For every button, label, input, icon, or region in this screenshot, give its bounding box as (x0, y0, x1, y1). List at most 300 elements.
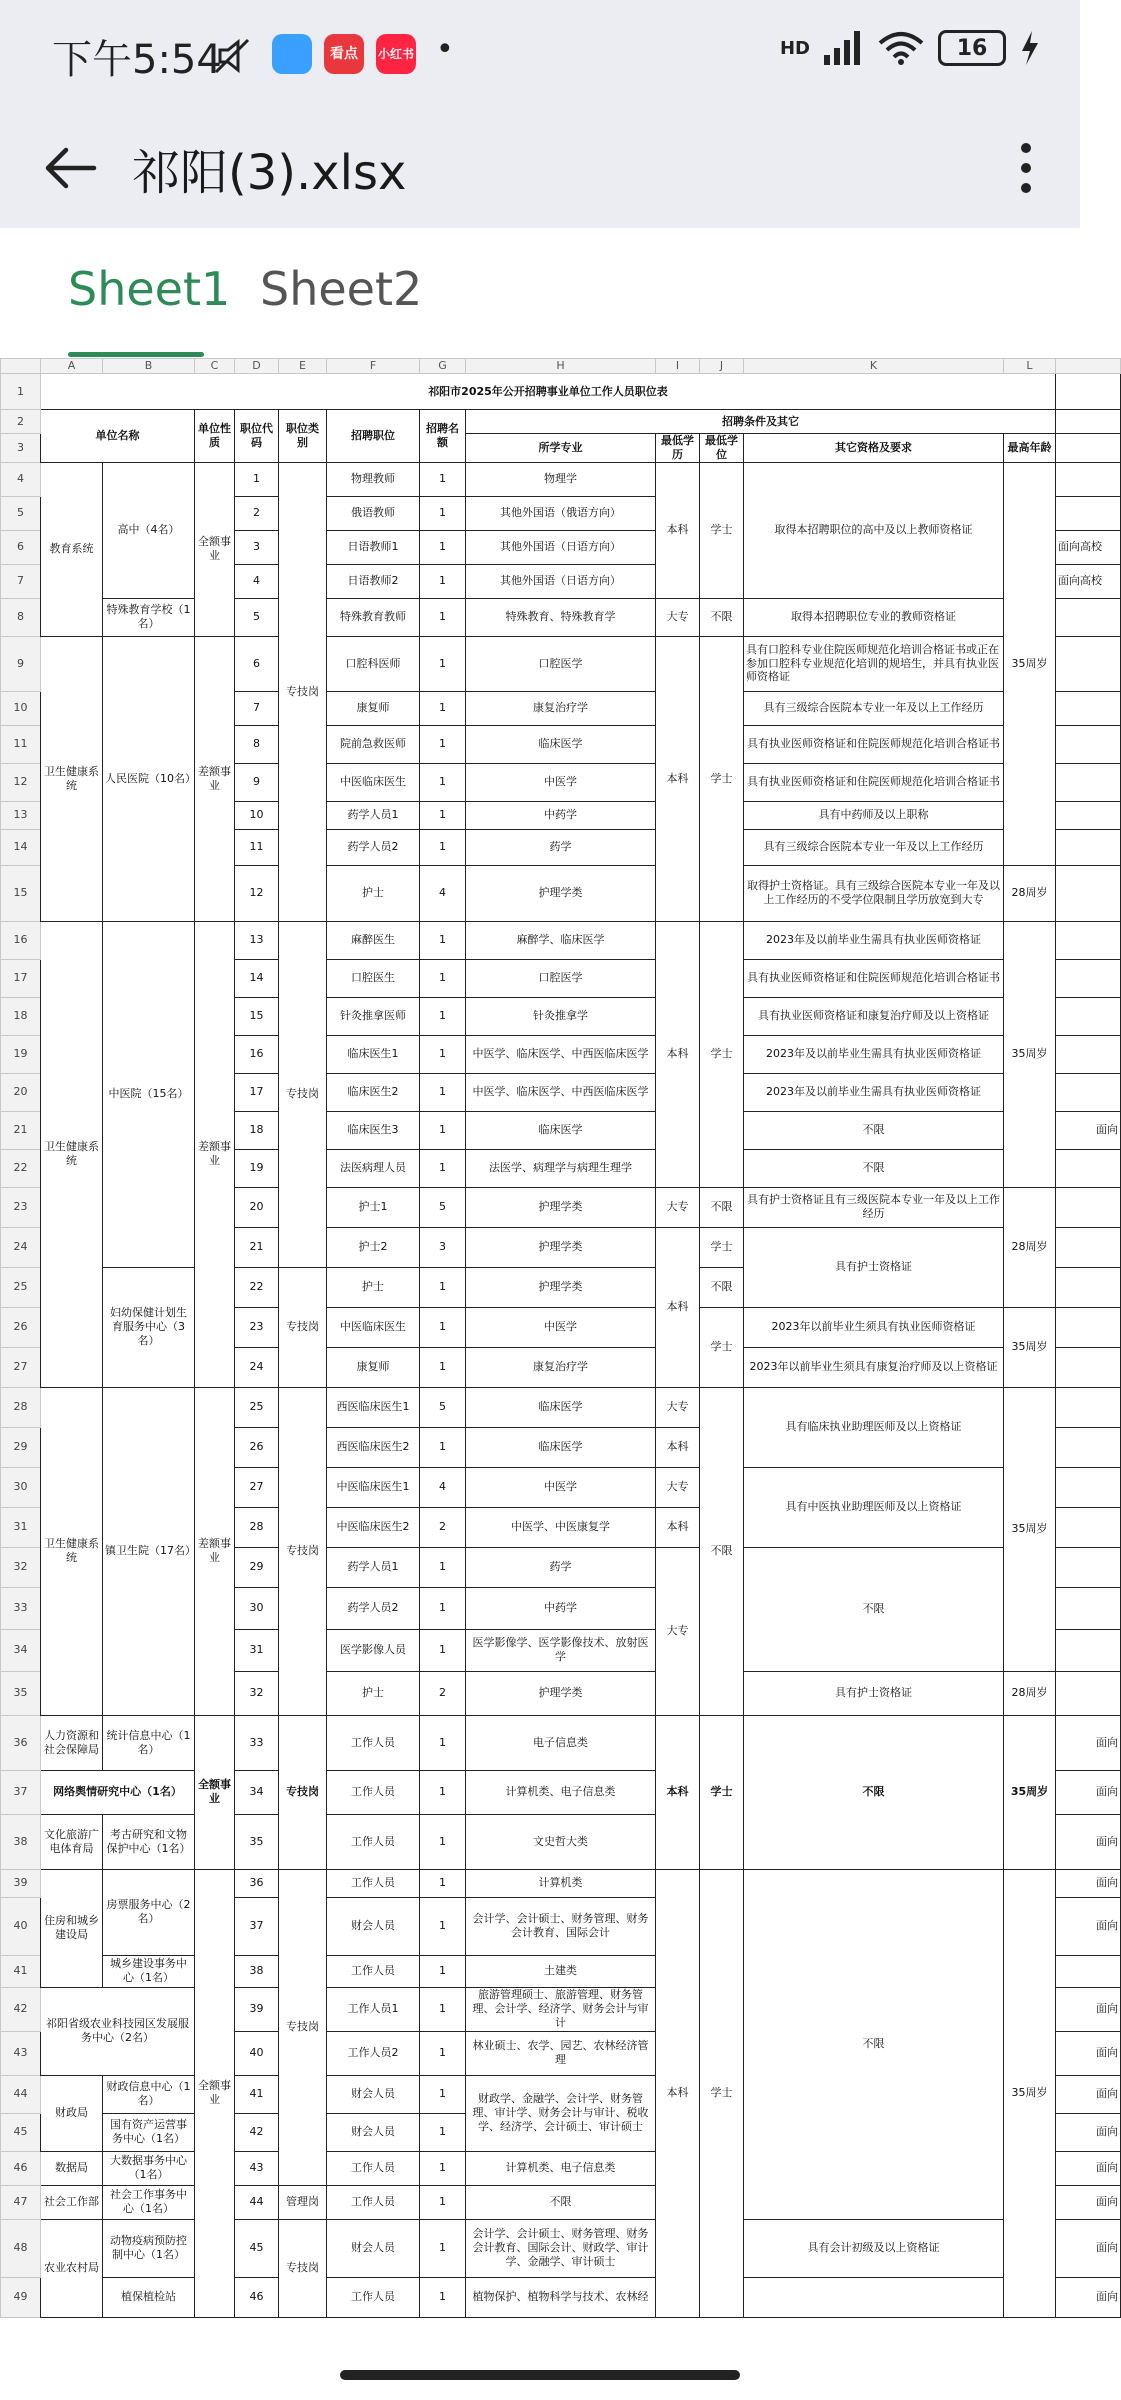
cell[interactable]: 大专 (656, 1187, 700, 1227)
cell[interactable]: 其他外国语（日语方向） (466, 530, 656, 564)
cell[interactable] (1056, 763, 1121, 801)
cell[interactable]: 4 (420, 865, 466, 921)
cell[interactable]: 药学人员2 (327, 1587, 420, 1629)
cell[interactable] (1056, 1227, 1121, 1267)
cell[interactable]: 中医学、临床医学、中西医临床医学 (466, 1073, 656, 1111)
cell[interactable]: 临床医学 (466, 1427, 656, 1467)
cell[interactable] (1056, 921, 1121, 959)
cell[interactable]: 具有执业医师资格证和住院医师规范化培训合格证书 (744, 725, 1004, 763)
cell[interactable]: 临床医学 (466, 1387, 656, 1427)
cell[interactable]: 4 (235, 564, 279, 598)
cell[interactable]: 医学影像人员 (327, 1629, 420, 1671)
cell[interactable]: 面向 (1056, 1987, 1121, 2031)
header-degree[interactable]: 最低学位 (700, 434, 744, 463)
cell[interactable]: 学士 (700, 1715, 744, 1869)
cell[interactable]: 取得本招聘职位专业的教师资格证 (744, 598, 1004, 636)
cell[interactable]: 药学人员1 (327, 801, 420, 829)
cell[interactable]: 3 (235, 530, 279, 564)
home-indicator[interactable] (340, 2370, 740, 2380)
cell[interactable]: 1 (420, 1814, 466, 1869)
cell[interactable]: 46 (235, 2277, 279, 2317)
cell[interactable]: 社会工作事务中心（1名） (103, 2185, 195, 2219)
row-number[interactable]: 35 (1, 1671, 41, 1715)
cell[interactable]: 1 (420, 1307, 466, 1347)
cell[interactable] (1056, 691, 1121, 725)
row-number[interactable]: 33 (1, 1587, 41, 1629)
cell[interactable]: 大专 (656, 1547, 700, 1715)
cell[interactable]: 1 (420, 1869, 466, 1897)
cell[interactable]: 中药学 (466, 801, 656, 829)
cell[interactable]: 植保植检站 (103, 2277, 195, 2317)
corner-cell[interactable] (1, 359, 41, 374)
cell[interactable] (1056, 1587, 1121, 1629)
row-number[interactable]: 25 (1, 1267, 41, 1307)
cell[interactable]: 护士 (327, 1671, 420, 1715)
cell[interactable]: 1 (420, 1987, 466, 2031)
cell[interactable]: 1 (420, 691, 466, 725)
cell[interactable]: 口腔医生 (327, 959, 420, 997)
row-number[interactable]: 43 (1, 2031, 41, 2075)
cell[interactable]: 中医临床医生2 (327, 1507, 420, 1547)
cell[interactable]: 电子信息类 (466, 1715, 656, 1770)
cell[interactable]: 国有资产运营事务中心（1名） (103, 2113, 195, 2151)
spreadsheet-grid[interactable] (0, 358, 1118, 2348)
cell[interactable]: 35周岁 (1004, 921, 1056, 1187)
cell[interactable]: 口腔医学 (466, 636, 656, 691)
cell[interactable]: 药学人员1 (327, 1547, 420, 1587)
cell[interactable]: 会计学、会计硕士、财务管理、财务会计教育、国际会计 (466, 1897, 656, 1955)
cell[interactable]: 不限 (744, 1111, 1004, 1149)
cell[interactable]: 17 (235, 1073, 279, 1111)
cell[interactable] (1056, 1671, 1121, 1715)
cell[interactable]: 院前急救医师 (327, 725, 420, 763)
cell[interactable]: 临床医学 (466, 1111, 656, 1149)
cell[interactable]: 1 (420, 1897, 466, 1955)
cell[interactable]: 不限 (700, 598, 744, 636)
cell[interactable]: 护士2 (327, 1227, 420, 1267)
cell[interactable]: 本科 (656, 1715, 700, 1869)
cell[interactable]: 1 (420, 496, 466, 530)
cell[interactable]: 具有口腔科专业住院医师规范化培训合格证书或正在参加口腔科专业规范化培训的规培生，并具有执业医师资格证 (744, 636, 1004, 691)
cell[interactable]: 本科 (656, 1507, 700, 1547)
row-number[interactable]: 31 (1, 1507, 41, 1547)
sheet-title[interactable]: 祁阳市2025年公开招聘事业单位工作人员职位表 (41, 374, 1056, 410)
cell[interactable]: 35周岁 (1004, 462, 1056, 865)
cell[interactable]: 取得护士资格证。具有三级综合医院本专业一年及以上工作经历的不受学位限制且学历放宽到大专 (744, 865, 1004, 921)
cell[interactable]: 教育系统 (41, 462, 103, 636)
cell[interactable]: 2 (420, 1671, 466, 1715)
cell[interactable]: 1 (420, 2219, 466, 2277)
cell[interactable]: 财政局 (41, 2075, 103, 2151)
cell[interactable] (1056, 725, 1121, 763)
cell[interactable]: 本科 (656, 1869, 700, 2317)
cell[interactable]: 1 (420, 1111, 466, 1149)
cell[interactable]: 1 (420, 1587, 466, 1629)
row-number[interactable]: 30 (1, 1467, 41, 1507)
cell[interactable]: 人民医院（10名） (103, 636, 195, 921)
cell[interactable]: 具有临床执业助理医师及以上资格证 (744, 1387, 1004, 1467)
cell[interactable]: 中药学 (466, 1587, 656, 1629)
cell[interactable]: 具有执业医师资格证和住院医师规范化培训合格证书 (744, 763, 1004, 801)
cell[interactable]: 康复治疗学 (466, 691, 656, 725)
cell[interactable]: 卫生健康系统 (41, 921, 103, 1387)
cell[interactable]: 护理学类 (466, 1187, 656, 1227)
cell[interactable] (1056, 865, 1121, 921)
cell[interactable]: 12 (235, 865, 279, 921)
cell[interactable]: 学士 (700, 921, 744, 1187)
cell[interactable]: 具有中药师及以上职称 (744, 801, 1004, 829)
cell[interactable]: 33 (235, 1715, 279, 1770)
cell[interactable]: 统计信息中心（1名） (103, 1715, 195, 1770)
cell[interactable]: 护理学类 (466, 1227, 656, 1267)
cell[interactable]: 专技岗 (279, 2219, 327, 2317)
tab-sheet1[interactable]: Sheet1 (68, 262, 231, 316)
cell[interactable] (1056, 496, 1121, 530)
row-number[interactable]: 38 (1, 1814, 41, 1869)
cell[interactable]: 25 (235, 1387, 279, 1427)
cell[interactable]: 27 (235, 1467, 279, 1507)
cell[interactable]: 学士 (700, 1227, 744, 1267)
cell[interactable]: 差额事业 (195, 1387, 235, 1715)
cell[interactable]: 35 (235, 1814, 279, 1869)
cell[interactable]: 面向 (1056, 1869, 1121, 1897)
cell[interactable] (1056, 636, 1121, 691)
cell[interactable]: 不限 (744, 1149, 1004, 1187)
row-number[interactable]: 42 (1, 1987, 41, 2031)
row-number[interactable]: 45 (1, 2113, 41, 2151)
row-number[interactable]: 26 (1, 1307, 41, 1347)
cell[interactable]: 本科 (656, 921, 700, 1187)
cell[interactable]: 1 (420, 921, 466, 959)
row-number[interactable]: 5 (1, 496, 41, 530)
cell[interactable]: 3 (420, 1227, 466, 1267)
row-number[interactable]: 2 (1, 410, 41, 434)
back-button[interactable] (30, 128, 110, 208)
cell[interactable]: 2023年及以前毕业生需具有执业医师资格证 (744, 1035, 1004, 1073)
cell[interactable]: 28周岁 (1004, 1671, 1056, 1715)
cell[interactable] (1056, 598, 1121, 636)
cell[interactable]: 4 (420, 1467, 466, 1507)
cell[interactable]: 1 (420, 2075, 466, 2113)
cell[interactable]: 护士 (327, 1267, 420, 1307)
cell[interactable]: 动物疫病预防控制中心（1名） (103, 2219, 195, 2277)
cell[interactable]: 1 (420, 1715, 466, 1770)
cell[interactable]: 人力资源和社会保障局 (41, 1715, 103, 1770)
cell[interactable]: 1 (420, 462, 466, 496)
cell[interactable]: 旅游管理硕士、旅游管理、财务管理、会计学、经济学、财务会计与审计 (466, 1987, 656, 2031)
cell[interactable]: 2023年以前毕业生须具有康复治疗师及以上资格证 (744, 1347, 1004, 1387)
cell[interactable]: 35周岁 (1004, 1869, 1056, 2317)
cell[interactable]: 卫生健康系统 (41, 1387, 103, 1715)
cell[interactable]: 1 (420, 801, 466, 829)
cell[interactable]: 5 (235, 598, 279, 636)
cell[interactable]: 工作人员 (327, 1869, 420, 1897)
cell[interactable]: 24 (235, 1347, 279, 1387)
row-number[interactable]: 46 (1, 2151, 41, 2185)
cell[interactable]: 高中（4名） (103, 462, 195, 598)
col-header[interactable]: L (1004, 359, 1056, 374)
cell[interactable]: 不限 (700, 1267, 744, 1307)
cell[interactable]: 面向 (1056, 2277, 1121, 2317)
cell[interactable]: 5 (420, 1187, 466, 1227)
cell[interactable] (1056, 462, 1121, 496)
cell[interactable]: 临床医生3 (327, 1111, 420, 1149)
cell[interactable]: 具有护士资格证 (744, 1671, 1004, 1715)
cell[interactable]: 面向 (1056, 2219, 1121, 2277)
row-number[interactable]: 17 (1, 959, 41, 997)
cell[interactable]: 中医临床医生 (327, 1307, 420, 1347)
header-conditions[interactable]: 招聘条件及其它 (466, 410, 1056, 434)
row-number[interactable]: 8 (1, 598, 41, 636)
cell[interactable]: 1 (420, 2185, 466, 2219)
cell[interactable]: 1 (420, 1955, 466, 1987)
row-number[interactable]: 41 (1, 1955, 41, 1987)
cell[interactable]: 物理教师 (327, 462, 420, 496)
cell[interactable]: 康复师 (327, 1347, 420, 1387)
cell[interactable]: 林业硕士、农学、园艺、农林经济管理 (466, 2031, 656, 2075)
cell[interactable]: 1 (420, 1427, 466, 1467)
cell[interactable]: 中医临床医生 (327, 763, 420, 801)
row-number[interactable]: 12 (1, 763, 41, 801)
cell[interactable]: 祁阳省级农业科技园区发展服务中心（2名） (41, 1987, 195, 2075)
cell[interactable]: 中医临床医生1 (327, 1467, 420, 1507)
cell[interactable]: 8 (235, 725, 279, 763)
cell[interactable]: 不限 (700, 1187, 744, 1227)
cell[interactable]: 工作人员 (327, 2277, 420, 2317)
cell[interactable]: 2 (235, 496, 279, 530)
cell[interactable]: 麻醉学、临床医学 (466, 921, 656, 959)
cell[interactable]: 29 (235, 1547, 279, 1587)
cell[interactable]: 中医学 (466, 1467, 656, 1507)
col-header[interactable]: C (195, 359, 235, 374)
cell[interactable]: 具有三级综合医院本专业一年及以上工作经历 (744, 691, 1004, 725)
cell[interactable]: 其他外国语（日语方向） (466, 564, 656, 598)
row-number[interactable]: 6 (1, 530, 41, 564)
row-number[interactable]: 22 (1, 1149, 41, 1187)
cell[interactable]: 面向 (1056, 2151, 1121, 2185)
cell[interactable]: 俄语教师 (327, 496, 420, 530)
cell[interactable] (1056, 1507, 1121, 1547)
col-header[interactable]: H (466, 359, 656, 374)
cell[interactable]: 32 (235, 1671, 279, 1715)
row-number[interactable]: 21 (1, 1111, 41, 1149)
cell[interactable]: 面向 (1056, 2185, 1121, 2219)
cell[interactable] (1056, 1073, 1121, 1111)
cell[interactable]: 财会人员 (327, 1897, 420, 1955)
cell[interactable]: 不限 (700, 1387, 744, 1715)
cell[interactable]: 康复师 (327, 691, 420, 725)
cell[interactable]: 药学 (466, 1547, 656, 1587)
cell[interactable]: 中医院（15名） (103, 921, 195, 1267)
cell[interactable]: 40 (235, 2031, 279, 2075)
cell[interactable]: 36 (235, 1869, 279, 1897)
row-number[interactable]: 15 (1, 865, 41, 921)
cell[interactable]: 学士 (700, 462, 744, 598)
cell[interactable]: 物理学 (466, 462, 656, 496)
cell[interactable]: 工作人员 (327, 2185, 420, 2219)
cell[interactable]: 38 (235, 1955, 279, 1987)
cell[interactable]: 数据局 (41, 2151, 103, 2185)
cell[interactable]: 具有中医执业助理医师及以上资格证 (744, 1467, 1004, 1547)
cell[interactable]: 专技岗 (279, 1715, 327, 1869)
cell[interactable]: 学士 (700, 636, 744, 921)
cell[interactable]: 特殊教育教师 (327, 598, 420, 636)
cell[interactable]: 10 (235, 801, 279, 829)
cell[interactable]: 1 (420, 1629, 466, 1671)
cell[interactable]: 中医学 (466, 1307, 656, 1347)
cell[interactable]: 大数据事务中心（1名） (103, 2151, 195, 2185)
cell[interactable]: 1 (420, 530, 466, 564)
row-number[interactable]: 28 (1, 1387, 41, 1427)
cell[interactable]: 14 (235, 959, 279, 997)
tab-sheet2[interactable]: Sheet2 (260, 262, 423, 316)
cell[interactable]: 31 (235, 1629, 279, 1671)
cell[interactable]: 34 (235, 1770, 279, 1814)
cell[interactable]: 1 (420, 1347, 466, 1387)
row-number[interactable]: 49 (1, 2277, 41, 2317)
row-number[interactable]: 3 (1, 434, 41, 463)
cell[interactable]: 1 (420, 2151, 466, 2185)
cell[interactable]: 康复治疗学 (466, 1347, 656, 1387)
row-number[interactable]: 14 (1, 829, 41, 865)
cell[interactable]: 1 (420, 1035, 466, 1073)
cell[interactable]: 26 (235, 1427, 279, 1467)
cell[interactable]: 1 (420, 725, 466, 763)
cell[interactable]: 专技岗 (279, 1387, 327, 1715)
cell[interactable]: 房票服务中心（2名） (103, 1869, 195, 1955)
header-major[interactable]: 所学专业 (466, 434, 656, 463)
row-number[interactable]: 27 (1, 1347, 41, 1387)
cell[interactable]: 不限 (466, 2185, 656, 2219)
col-header[interactable]: G (420, 359, 466, 374)
cell[interactable] (1056, 1955, 1121, 1987)
cell[interactable]: 工作人员 (327, 1715, 420, 1770)
cell[interactable]: 具有执业医师资格证和住院医师规范化培训合格证书 (744, 959, 1004, 997)
cell[interactable]: 财政信息中心（1名） (103, 2075, 195, 2113)
cell[interactable]: 临床医生2 (327, 1073, 420, 1111)
cell[interactable]: 文化旅游广电体育局 (41, 1814, 103, 1869)
cell[interactable]: 1 (420, 2031, 466, 2075)
cell[interactable]: 其他外国语（俄语方向） (466, 496, 656, 530)
cell[interactable]: 42 (235, 2113, 279, 2151)
cell[interactable]: 社会工作部 (41, 2185, 103, 2219)
cell[interactable]: 工作人员 (327, 1814, 420, 1869)
cell[interactable]: 1 (420, 636, 466, 691)
cell[interactable]: 具有护士资格证且有三级医院本专业一年及以上工作经历 (744, 1187, 1004, 1227)
cell[interactable]: 6 (235, 636, 279, 691)
row-number[interactable]: 4 (1, 462, 41, 496)
cell[interactable]: 工作人员 (327, 1770, 420, 1814)
cell[interactable]: 专技岗 (279, 1869, 327, 2185)
cell[interactable]: 日语教师2 (327, 564, 420, 598)
cell[interactable]: 网络舆情研究中心（1名） (41, 1770, 195, 1814)
cell[interactable] (1056, 1149, 1121, 1187)
cell[interactable]: 中医学、中医康复学 (466, 1507, 656, 1547)
row-number[interactable]: 40 (1, 1897, 41, 1955)
cell[interactable]: 18 (235, 1111, 279, 1149)
row-number[interactable]: 32 (1, 1547, 41, 1587)
cell[interactable]: 41 (235, 2075, 279, 2113)
cell[interactable]: 面向 (1056, 1111, 1121, 1149)
cell[interactable]: 35周岁 (1004, 1307, 1056, 1387)
cell[interactable]: 1 (420, 1267, 466, 1307)
cell[interactable]: 农业农村局 (41, 2219, 103, 2317)
row-number[interactable]: 9 (1, 636, 41, 691)
cell[interactable]: 植物保护、植物科学与技术、农林经 (466, 2277, 656, 2317)
cell[interactable]: 1 (420, 829, 466, 865)
cell[interactable]: 面向 (1056, 1897, 1121, 1955)
cell[interactable]: 具有会计初级及以上资格证 (744, 2219, 1004, 2277)
cell[interactable]: 西医临床医生1 (327, 1387, 420, 1427)
cell[interactable]: 镇卫生院（17名） (103, 1387, 195, 1715)
cell[interactable]: 1 (420, 959, 466, 997)
cell[interactable]: 特殊教育学校（1名） (103, 598, 195, 636)
row-number[interactable]: 48 (1, 2219, 41, 2277)
cell[interactable]: 本科 (656, 1227, 700, 1387)
cell[interactable]: 会计学、会计硕士、财务管理、财务会计教育、国际会计、财政学、审计学、金融学、审计硕士 (466, 2219, 656, 2277)
cell[interactable]: 医学影像学、医学影像技术、放射医学 (466, 1629, 656, 1671)
cell[interactable]: 2023年及以前毕业生需具有执业医师资格证 (744, 921, 1004, 959)
cell[interactable] (1056, 801, 1121, 829)
col-header-m[interactable] (1056, 359, 1121, 374)
cell[interactable]: 15 (235, 997, 279, 1035)
header-age[interactable]: 最高年龄 (1004, 434, 1056, 463)
cell[interactable]: 2023年以前毕业生须具有执业医师资格证 (744, 1307, 1004, 1347)
cell[interactable]: 针灸推拿医师 (327, 997, 420, 1035)
cell[interactable]: 城乡建设事务中心（1名） (103, 1955, 195, 1987)
cell[interactable]: 11 (235, 829, 279, 865)
cell[interactable]: 差额事业 (195, 636, 235, 921)
cell[interactable]: 专技岗 (279, 1267, 327, 1387)
col-header[interactable]: K (744, 359, 1004, 374)
cell[interactable]: 差额事业 (195, 921, 235, 1387)
cell[interactable]: 中医学、临床医学、中西医临床医学 (466, 1035, 656, 1073)
row-number[interactable]: 23 (1, 1187, 41, 1227)
cell[interactable]: 管理岗 (279, 2185, 327, 2219)
more-options-button[interactable] (996, 128, 1056, 208)
cell[interactable]: 具有执业医师资格证和康复治疗师及以上资格证 (744, 997, 1004, 1035)
cell[interactable]: 全额事业 (195, 462, 235, 636)
cell[interactable]: 7 (235, 691, 279, 725)
cell[interactable]: 学士 (700, 1869, 744, 2317)
cell[interactable]: 护理学类 (466, 1671, 656, 1715)
cell[interactable]: 计算机类、电子信息类 (466, 1770, 656, 1814)
cell[interactable]: 35周岁 (1004, 1387, 1056, 1671)
cell[interactable]: 专技岗 (279, 462, 327, 921)
cell[interactable]: 21 (235, 1227, 279, 1267)
cell[interactable]: 22 (235, 1267, 279, 1307)
cell[interactable]: 37 (235, 1897, 279, 1955)
cell[interactable] (744, 2277, 1004, 2317)
header-nature[interactable]: 单位性质 (195, 410, 235, 463)
cell[interactable]: 日语教师1 (327, 530, 420, 564)
col-header[interactable]: J (700, 359, 744, 374)
cell[interactable] (1056, 1267, 1121, 1307)
cell[interactable] (1056, 1187, 1121, 1227)
cell[interactable]: 计算机类 (466, 1869, 656, 1897)
cell[interactable]: 1 (420, 997, 466, 1035)
header-edu[interactable]: 最低学历 (656, 434, 700, 463)
cell[interactable]: 药学 (466, 829, 656, 865)
cell[interactable] (1056, 1035, 1121, 1073)
cell[interactable]: 考古研究和文物保护中心（1名） (103, 1814, 195, 1869)
cell[interactable]: 大专 (656, 1467, 700, 1507)
cell[interactable]: 面向 (1056, 2075, 1121, 2113)
cell[interactable]: 1 (235, 462, 279, 496)
cell[interactable]: 计算机类、电子信息类 (466, 2151, 656, 2185)
header-code[interactable]: 职位代码 (235, 410, 279, 463)
cell[interactable]: 43 (235, 2151, 279, 2185)
